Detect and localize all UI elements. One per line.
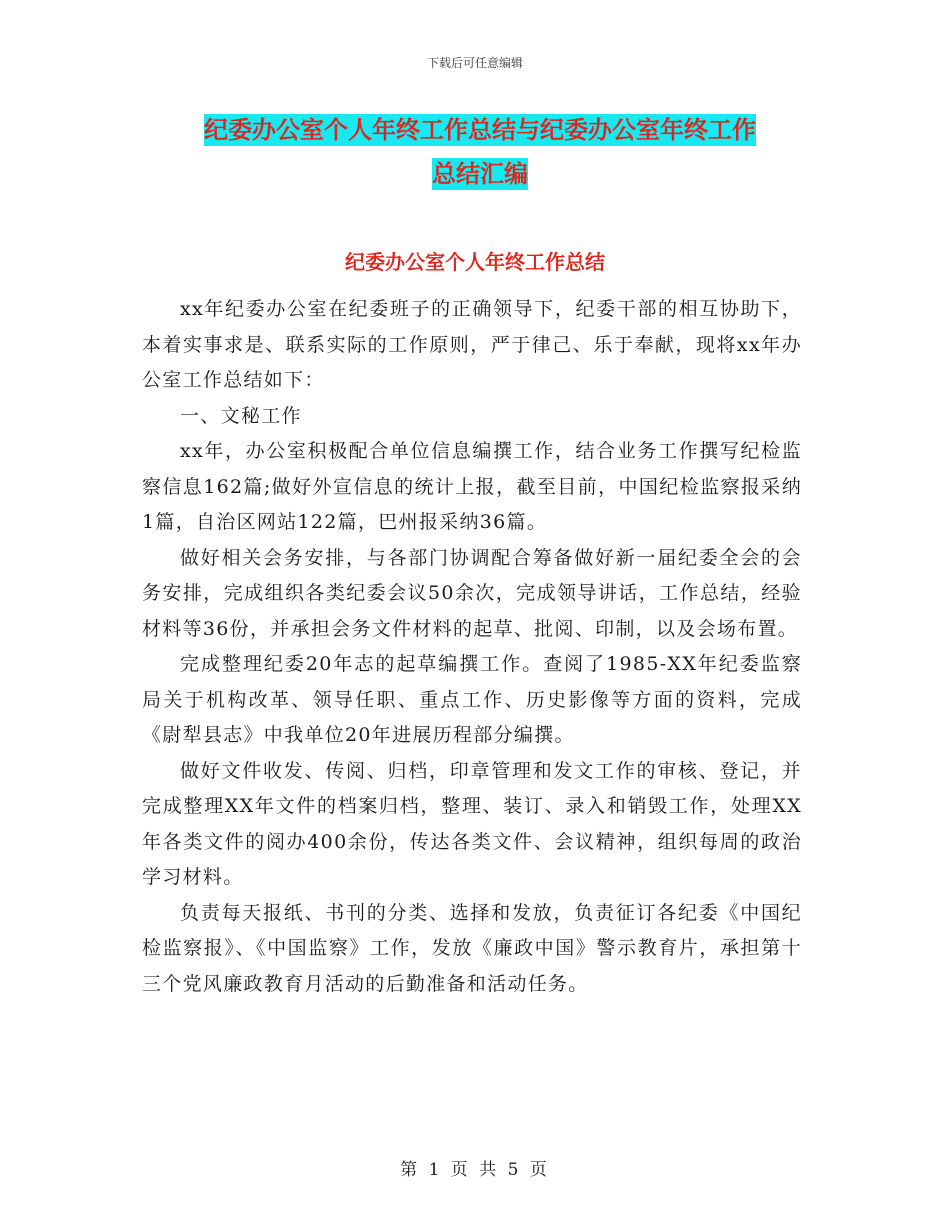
body-text [142, 292, 802, 1002]
section-title: 纪委办公室个人年终工作总结 [345, 250, 605, 274]
paragraph: 做好文件收发、传阅、归档，印章管理和发文工作的审核、登记，并完成整理XX年文件的档案归档，整理、装订、录入和销毁工作，处理XX年各类文件的阅办400余份，传达各类文件、会议精神，组织每周的政治学习材料。 [142, 759, 802, 888]
paragraph: 做好相关会务安排，与各部门协调配合筹备做好新一届纪委全会的会务安排，完成组织各类纪委会议50余次，完成领导讲话，工作总结，经验材料等36份，并承担会务文件材料的起草、批阅、印制，以及会场布置。 [142, 546, 802, 640]
paragraph: 完成整理纪委20年志的起草编撰工作。查阅了1985-XX年纪委监察局关于机构改革、领导任职、重点工作、历史影像等方面的资料，完成《尉犁县志》中我单位20年进展历程部分编撰。 [142, 653, 802, 746]
header-note: 下载后可任意编辑 [426, 56, 523, 70]
document-title [140, 108, 820, 196]
title-line-2: 总结汇编 [432, 160, 528, 188]
paragraph: xx年，办公室积极配合单位信息编撰工作，结合业务工作撰写纪检监察信息162篇;做好外宣信息的统计上报，截至目前，中国纪检监察报采纳1篇，自治区网站122篇，巴州报采纳36篇。 [142, 440, 802, 533]
paragraph-heading: 一、文秘工作 [180, 404, 302, 427]
page-number: 第 1 页 共 5 页 [400, 1160, 550, 1180]
title-line-1: 纪委办公室个人年终工作总结与纪委办公室年终工作 [204, 116, 756, 144]
paragraph: xx年纪委办公室在纪委班子的正确领导下，纪委干部的相互协助下，本着实事求是、联系实际的工作原则，严于律己、乐于奉献，现将xx年办公室工作总结如下： [142, 298, 802, 391]
paragraph: 负责每天报纸、书刊的分类、选择和发放，负责征订各纪委《中国纪检监察报》、《中国监察》工作，发放《廉政中国》警示教育片，承担第十三个党风廉政教育月活动的后勤准备和活动任务。 [142, 901, 802, 995]
